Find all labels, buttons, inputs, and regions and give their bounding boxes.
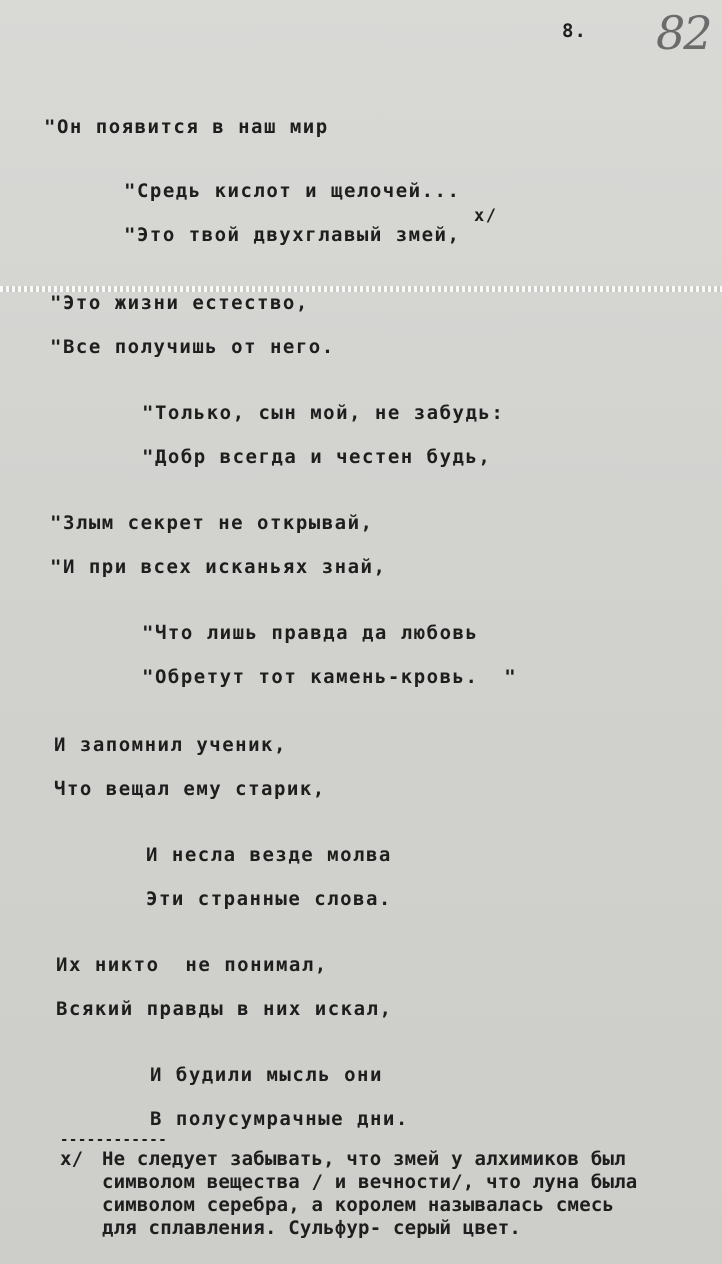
footnote-line: для сплавления. Сульфур- серый цвет. (102, 1217, 522, 1239)
poem-line: Эти странные слова. (146, 888, 392, 910)
page-number: 8. (562, 20, 587, 42)
poem-line: И будили мысль они (150, 1064, 383, 1086)
poem-line: "И при всех исканьях знай, (50, 556, 387, 578)
footnote-separator: ------------ (60, 1132, 168, 1148)
footnote-marker: x/ (60, 1148, 84, 1170)
poem-line: "Обретут тот камень-кровь. " (142, 666, 518, 688)
poem-line: "Это твой двухглавый змей, (124, 224, 461, 246)
footnote-line: Не следует забывать, что змей у алхимиков был (102, 1148, 626, 1170)
poem-line: В полусумрачные дни. (150, 1108, 409, 1130)
poem-line: "Злым секрет не открывай, (50, 512, 374, 534)
poem-line: "Средь кислот и щелочей... (124, 180, 461, 202)
poem-line: Что вещал ему старик, (54, 778, 326, 800)
poem-line: И несла везде молва (146, 844, 392, 866)
footnote-line: символом серебра, а королем называлась смесь (102, 1194, 615, 1216)
poem-line: "Это жизни естество, (50, 292, 309, 314)
poem-line: "Он появится в наш мир (44, 116, 329, 138)
footnote-reference: x/ (474, 206, 498, 226)
footnote (60, 1148, 720, 1240)
poem-line: "Добр всегда и честен будь, (142, 446, 492, 468)
poem-line: "Все получишь от него. (50, 336, 335, 358)
poem-line: И запомнил ученик, (54, 734, 287, 756)
poem-line: "Только, сын мой, не забудь: (142, 402, 505, 424)
poem-line: Всякий правды в них искал, (56, 998, 393, 1020)
poem-line: "Что лишь правда да любовь (142, 622, 479, 644)
footnote-line: символом вещества / и вечности/, что луна была (102, 1171, 638, 1193)
folio-number: 82 (656, 6, 711, 60)
poem-line: Их никто не понимал, (56, 954, 328, 976)
